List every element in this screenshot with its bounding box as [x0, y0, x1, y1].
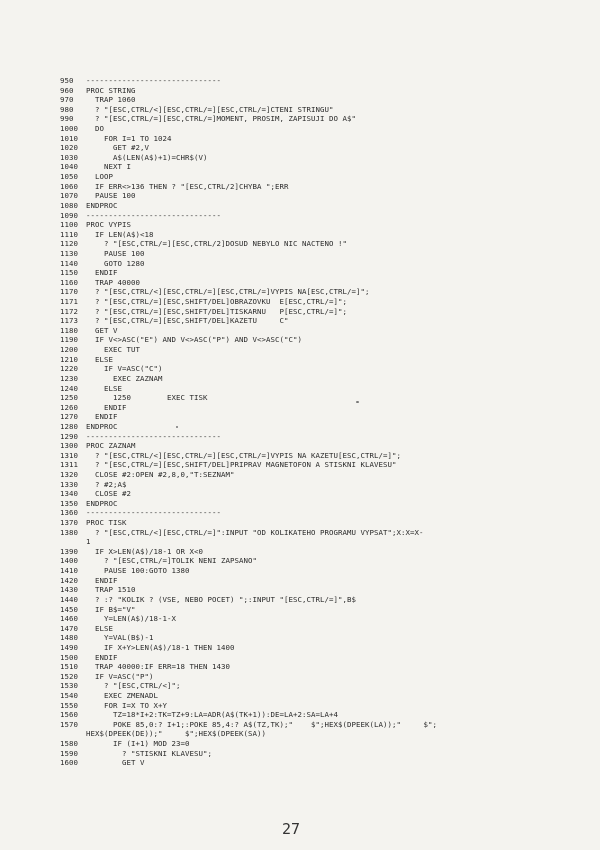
- scan-speck: [176, 426, 178, 428]
- line-number: 1560: [60, 710, 78, 720]
- code-line: [60, 681, 590, 691]
- code-line: [60, 432, 590, 442]
- code-line: [60, 268, 590, 278]
- line-code: TZ=18*I+2:TK=TZ+9:LA=ADR(A$(TK+1)):DE=LA+2:SA=LA+4: [86, 710, 338, 720]
- line-number: 1000: [60, 124, 78, 134]
- line-code: EXEC ZAZNAM: [86, 373, 163, 383]
- code-line: [60, 182, 590, 192]
- line-number: 1270: [60, 412, 78, 422]
- line-number: 970: [60, 95, 74, 105]
- code-line: [60, 278, 590, 288]
- line-number: 1130: [60, 248, 78, 258]
- line-code: PAUSE 100: [86, 248, 145, 258]
- line-code: ? "[ESC,CTRL/<][ESC,CTRL/=][ESC,CTRL/=]VYPIS NA[ESC,CTRL/=]";: [86, 287, 370, 297]
- code-line: [60, 441, 590, 451]
- line-code: ? "[ESC,CTRL/=][ESC,CTRL/2]DOSUD NEBYLO NIC NACTENO !": [86, 239, 347, 249]
- line-number: 1360: [60, 508, 78, 518]
- line-code: ? :? "KOLIK ? (VSE, NEBO POCET) ";:INPUT "[ESC,CTRL/=]",B$: [86, 594, 356, 604]
- line-number: 1440: [60, 594, 78, 604]
- line-number: 1490: [60, 642, 78, 652]
- line-number: 1290: [60, 431, 78, 441]
- code-line: [60, 220, 590, 230]
- line-code: ENDIF: [86, 402, 127, 412]
- line-code: HEX$(DPEEK(DE));" $";HEX$(DPEEK(SA)): [86, 729, 266, 739]
- code-line: [60, 595, 590, 605]
- line-code: CLOSE #2:OPEN #2,8,0,"T:SEZNAM": [86, 469, 235, 479]
- line-number: 1070: [60, 191, 78, 201]
- line-code: ? #2;A$: [86, 479, 127, 489]
- code-line: [60, 662, 590, 672]
- code-line: [60, 143, 590, 153]
- code-line: [60, 287, 590, 297]
- code-line: [60, 201, 590, 211]
- line-number: 1500: [60, 652, 78, 662]
- code-line: [60, 86, 590, 96]
- line-number: 960: [60, 85, 74, 95]
- line-code: GOTO 1280: [86, 258, 145, 268]
- line-code: ENDIF: [86, 575, 118, 585]
- line-number: 1250: [60, 393, 78, 403]
- code-line: [60, 576, 590, 586]
- code-line: [60, 547, 590, 557]
- line-code: NEXT I: [86, 162, 131, 172]
- code-line: [60, 374, 590, 384]
- code-line: [60, 153, 590, 163]
- code-line: [60, 672, 590, 682]
- code-line: [60, 451, 590, 461]
- line-number: 1520: [60, 671, 78, 681]
- code-line: [60, 710, 590, 720]
- line-code: TRAP 40000: [86, 277, 140, 287]
- line-code: ENDIF: [86, 652, 118, 662]
- code-line: [60, 489, 590, 499]
- code-line: [60, 297, 590, 307]
- line-number: 1570: [60, 719, 78, 729]
- line-code: ENDPROC: [86, 200, 118, 210]
- line-number: 1420: [60, 575, 78, 585]
- line-number: [60, 537, 86, 547]
- line-number: 1410: [60, 566, 78, 576]
- line-number: 1240: [60, 383, 78, 393]
- line-number: 1390: [60, 546, 78, 556]
- line-number: 1311: [60, 460, 78, 470]
- line-code: ENDIF: [86, 412, 118, 422]
- line-code: ENDPROC: [86, 498, 118, 508]
- line-code: A$(LEN(A$)+1)=CHR$(V): [86, 152, 208, 162]
- line-code: ------------------------------: [86, 76, 221, 85]
- line-code: GET #2,V: [86, 143, 149, 153]
- basic-listing: [60, 76, 590, 768]
- line-code: ENDPROC: [86, 421, 118, 431]
- line-code: GET V: [86, 325, 118, 335]
- line-number: 1040: [60, 162, 78, 172]
- line-number: 1190: [60, 335, 78, 345]
- code-line: [60, 403, 590, 413]
- code-line: [60, 499, 590, 509]
- line-number: 1100: [60, 220, 78, 230]
- code-line: [60, 556, 590, 566]
- code-line: [60, 172, 590, 182]
- line-number: 1470: [60, 623, 78, 633]
- line-number: 1060: [60, 181, 78, 191]
- line-number: 1400: [60, 556, 78, 566]
- line-code: IF B$="V": [86, 604, 136, 614]
- line-number: 1010: [60, 133, 78, 143]
- code-line: [60, 124, 590, 134]
- line-number: 1172: [60, 306, 78, 316]
- line-number: 1150: [60, 268, 78, 278]
- line-number: 1020: [60, 143, 78, 153]
- line-number: 1460: [60, 614, 78, 624]
- code-line: [60, 105, 590, 115]
- line-code: ? "[ESC,CTRL/<][ESC,CTRL/=][ESC,CTRL/=]VYPIS NA KAZETU[ESC,CTRL/=]";: [86, 450, 401, 460]
- code-line: [60, 316, 590, 326]
- line-number: 1180: [60, 325, 78, 335]
- line-code: ? "[ESC,CTRL/=]TOLIK NENI ZAPSANO": [86, 556, 257, 566]
- code-line: [60, 518, 590, 528]
- line-number: 1430: [60, 585, 78, 595]
- line-number: 1230: [60, 373, 78, 383]
- line-code: IF X+Y>LEN(A$)/18-1 THEN 1400: [86, 642, 235, 652]
- code-line: [60, 508, 590, 518]
- code-line: [60, 701, 590, 711]
- code-line: [60, 307, 590, 317]
- line-number: 1110: [60, 229, 78, 239]
- line-code: ELSE: [86, 383, 122, 393]
- code-line: [60, 76, 590, 86]
- line-number: 1171: [60, 297, 78, 307]
- line-number: 1510: [60, 662, 78, 672]
- code-line: [60, 384, 590, 394]
- code-line: [60, 162, 590, 172]
- line-number: 1310: [60, 450, 78, 460]
- code-line: [60, 114, 590, 124]
- line-code: 1250 EXEC TISK: [86, 393, 208, 403]
- line-code: TRAP 1060: [86, 95, 136, 105]
- line-number: 1160: [60, 277, 78, 287]
- line-code: ? "[ESC,CTRL/=][ESC,SHIFT/DEL]TISKARNU P[ESC,CTRL/=]";: [86, 306, 347, 316]
- code-line: [60, 528, 590, 538]
- line-number: 1210: [60, 354, 78, 364]
- line-code: ------------------------------: [86, 431, 221, 441]
- line-code: ? "[ESC,CTRL/<][ESC,CTRL/=][ESC,CTRL/=]CTENI STRINGU": [86, 104, 334, 114]
- code-line: [60, 480, 590, 490]
- code-line: [60, 335, 590, 345]
- code-line: [60, 326, 590, 336]
- line-number: 1590: [60, 748, 78, 758]
- line-number: 1480: [60, 633, 78, 643]
- line-code: FOR I=1 TO 1024: [86, 133, 172, 143]
- code-line: [60, 643, 590, 653]
- code-line: [60, 134, 590, 144]
- line-code: ? "[ESC,CTRL/=][ESC,SHIFT/DEL]PRIPRAV MAGNETOFON A STISKNI KLAVESU": [86, 460, 397, 470]
- code-line: [60, 191, 590, 201]
- line-number: 1580: [60, 739, 78, 749]
- code-line: [60, 566, 590, 576]
- line-code: ------------------------------: [86, 210, 221, 220]
- code-line: [60, 585, 590, 595]
- line-code: IF ERR<>136 THEN ? "[ESC,CTRL/2]CHYBA ";ERR: [86, 181, 289, 191]
- line-number: 1350: [60, 498, 78, 508]
- line-code: EXEC TUT: [86, 345, 140, 355]
- line-code: DO: [86, 124, 104, 134]
- line-code: ? "[ESC,CTRL/<]";: [86, 681, 181, 691]
- line-number: 1600: [60, 758, 78, 768]
- line-code: ENDIF: [86, 268, 118, 278]
- line-number: 1380: [60, 527, 78, 537]
- line-number: 1540: [60, 691, 78, 700]
- line-number: 1260: [60, 402, 78, 412]
- code-line: [60, 749, 590, 759]
- line-number: 1140: [60, 258, 78, 268]
- line-code: Y=VAL(B$)-1: [86, 633, 154, 643]
- line-code: TRAP 1510: [86, 585, 136, 595]
- line-number: 1030: [60, 152, 78, 162]
- code-line: [60, 239, 590, 249]
- scan-speck: [356, 401, 359, 403]
- line-number: 1200: [60, 345, 78, 355]
- line-code: LOOP: [86, 172, 113, 182]
- code-line: [60, 95, 590, 105]
- line-number: 1330: [60, 479, 78, 489]
- line-code: CLOSE #2: [86, 489, 131, 499]
- line-code: PROC ZAZNAM: [86, 441, 136, 451]
- code-line: [60, 230, 590, 240]
- line-number: 1320: [60, 469, 78, 479]
- line-code: ELSE: [86, 623, 113, 633]
- code-line: [60, 605, 590, 615]
- code-line: [60, 537, 590, 547]
- line-code: ELSE: [86, 354, 113, 364]
- line-number: 990: [60, 114, 74, 124]
- line-code: PAUSE 100:GOTO 1380: [86, 566, 190, 576]
- code-line: [60, 653, 590, 663]
- line-number: 1120: [60, 239, 78, 249]
- line-number: [60, 729, 86, 739]
- code-line: [60, 729, 590, 739]
- line-code: PROC TISK: [86, 518, 127, 528]
- line-code: EXEC ZMENADL: [86, 691, 158, 700]
- line-number: 980: [60, 104, 74, 114]
- line-number: 1090: [60, 210, 78, 220]
- line-number: 1173: [60, 316, 78, 326]
- line-code: POKE 85,0:? I+1;:POKE 85,4:? A$(TZ,TK);" $";HEX$(DPEEK(LA));" $";: [86, 719, 437, 729]
- line-code: 1: [86, 537, 91, 547]
- line-code: IF V=ASC("P"): [86, 671, 154, 681]
- line-number: 1280: [60, 421, 78, 431]
- code-line: [60, 691, 590, 701]
- code-line: [60, 470, 590, 480]
- line-number: 1050: [60, 172, 78, 182]
- code-line: [60, 259, 590, 269]
- line-code: IF V<>ASC("E") AND V<>ASC("P") AND V<>ASC("C"): [86, 335, 302, 345]
- code-line: [60, 345, 590, 355]
- code-line: [60, 758, 590, 768]
- line-code: IF X>LEN(A$)/18-1 OR X<0: [86, 546, 203, 556]
- line-code: TRAP 40000:IF ERR=18 THEN 1430: [86, 662, 230, 672]
- line-code: ? "[ESC,CTRL/<][ESC,CTRL/=]":INPUT "OD KOLIKATEHO PROGRAMU VYPSAT";X:X=X-: [86, 527, 424, 537]
- code-line: [60, 460, 590, 470]
- line-code: ? "[ESC,CTRL/=][ESC,SHIFT/DEL]KAZETU C": [86, 316, 289, 326]
- code-line: [60, 422, 590, 432]
- line-code: ? "STISKNI KLAVESU";: [86, 748, 212, 758]
- code-line: [60, 355, 590, 365]
- code-line: [60, 364, 590, 374]
- line-code: ------------------------------: [86, 508, 221, 518]
- line-code: GET V: [86, 758, 145, 768]
- line-number: 1550: [60, 700, 78, 710]
- line-code: PAUSE 100: [86, 191, 136, 201]
- line-code: ? "[ESC,CTRL/=][ESC,CTRL/=]MOMENT, PROSIM, ZAPISUJI DO A$": [86, 114, 356, 124]
- line-number: 1450: [60, 604, 78, 614]
- line-code: IF (I+1) MOD 23=0: [86, 739, 190, 749]
- line-number: 950: [60, 76, 74, 85]
- line-number: 1220: [60, 364, 78, 374]
- line-code: IF LEN(A$)<18: [86, 229, 154, 239]
- code-line: [60, 739, 590, 749]
- line-number: 1080: [60, 200, 78, 210]
- line-code: IF V=ASC("C"): [86, 364, 163, 374]
- line-number: 1170: [60, 287, 78, 297]
- code-line: [60, 720, 590, 730]
- line-number: 1340: [60, 489, 78, 499]
- line-code: PROC STRING: [86, 85, 136, 95]
- code-line: [60, 412, 590, 422]
- line-code: Y=LEN(A$)/18-1-X: [86, 614, 176, 624]
- line-code: FOR I=X TO X+Y: [86, 700, 167, 710]
- line-number: 1370: [60, 518, 78, 528]
- line-number: 1300: [60, 441, 78, 451]
- line-code: ? "[ESC,CTRL/=][ESC,SHIFT/DEL]OBRAZOVKU E[ESC,CTRL/=]";: [86, 297, 347, 307]
- page-number: 27: [282, 820, 301, 838]
- code-line: [60, 249, 590, 259]
- code-line: [60, 624, 590, 634]
- code-line: [60, 633, 590, 643]
- code-line: [60, 614, 590, 624]
- line-number: 1530: [60, 681, 78, 691]
- code-line: [60, 211, 590, 221]
- code-line: [60, 393, 590, 403]
- line-code: PROC VYPIS: [86, 220, 131, 230]
